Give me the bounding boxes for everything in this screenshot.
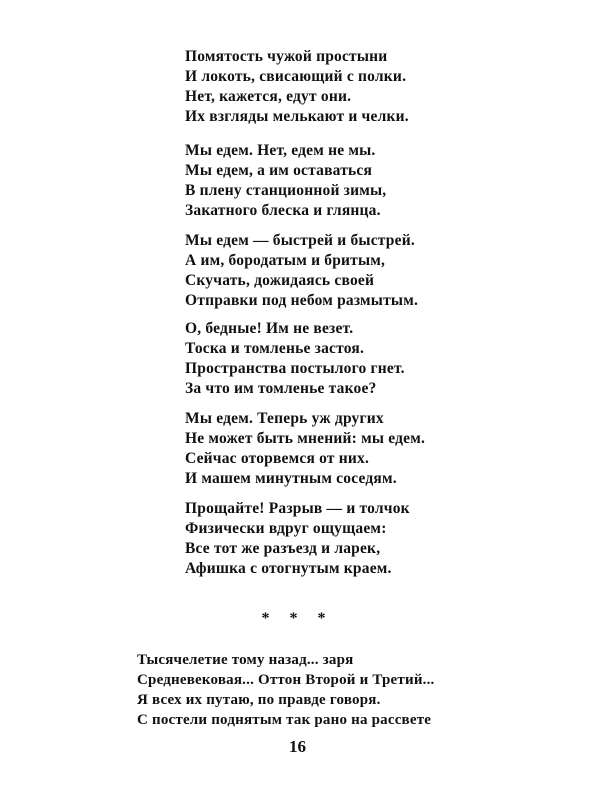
poem-line: С постели поднятым так рано на рассвете	[137, 712, 432, 728]
stanza	[185, 47, 409, 127]
poem-line: Мы едем — быстрей и быстрей.	[185, 232, 415, 249]
stanza	[185, 319, 405, 399]
stanza	[185, 409, 425, 489]
poem-line: Афишка с отогнутым краем.	[185, 560, 392, 577]
poem-line: Тоска и томленье застоя.	[185, 340, 365, 357]
poem-line: Пространства постылого гнет.	[185, 360, 405, 377]
poem-line: Их взгляды мелькают и челки.	[185, 108, 409, 125]
poem-line: И машем минутным соседям.	[185, 470, 397, 487]
poem-line: Физически вдруг ощущаем:	[185, 520, 387, 537]
poem-line: Скучать, дожидаясь своей	[185, 272, 375, 289]
page-number: 16	[289, 737, 306, 756]
stanza	[185, 499, 410, 579]
poem-line: Закатного блеска и глянца.	[185, 202, 381, 219]
poem-line: Сейчас оторвемся от них.	[185, 450, 370, 467]
poem-line: Мы едем, а им оставаться	[185, 162, 373, 179]
poem-line: В плену станционной зимы,	[185, 182, 387, 199]
poem-line: Помятость чужой простыни	[185, 48, 388, 65]
poem-line: И локоть, свисающий с полки.	[185, 68, 407, 85]
poem-line: О, бедные! Им не везет.	[185, 320, 354, 337]
poem-line: Нет, кажется, едут они.	[185, 88, 352, 105]
poem-line: Мы едем. Теперь уж других	[185, 410, 384, 427]
stanza	[185, 231, 418, 311]
poem-line: За что им томленье такое?	[185, 380, 377, 397]
section-divider: * * *	[261, 610, 334, 627]
poem-line: Все тот же разъезд и ларек,	[185, 540, 381, 557]
poem-line: Прощайте! Разрыв — и толчок	[185, 500, 410, 517]
poem-line: Мы едем. Нет, едем не мы.	[185, 142, 376, 159]
poem-line: Тысячелетие тому назад... заря	[137, 652, 354, 668]
poem-line: Отправки под небом размытым.	[185, 292, 419, 309]
poem-line: Не может быть мнений: мы едем.	[185, 430, 426, 447]
poem-line: Средневековая... Оттон Второй и Третий...	[137, 672, 435, 688]
stanza	[185, 141, 386, 221]
poem-line: А им, бородатым и бритым,	[185, 252, 386, 269]
next-poem-stanza	[137, 650, 435, 730]
poem-line: Я всех их путаю, по правде говоря.	[137, 692, 381, 708]
